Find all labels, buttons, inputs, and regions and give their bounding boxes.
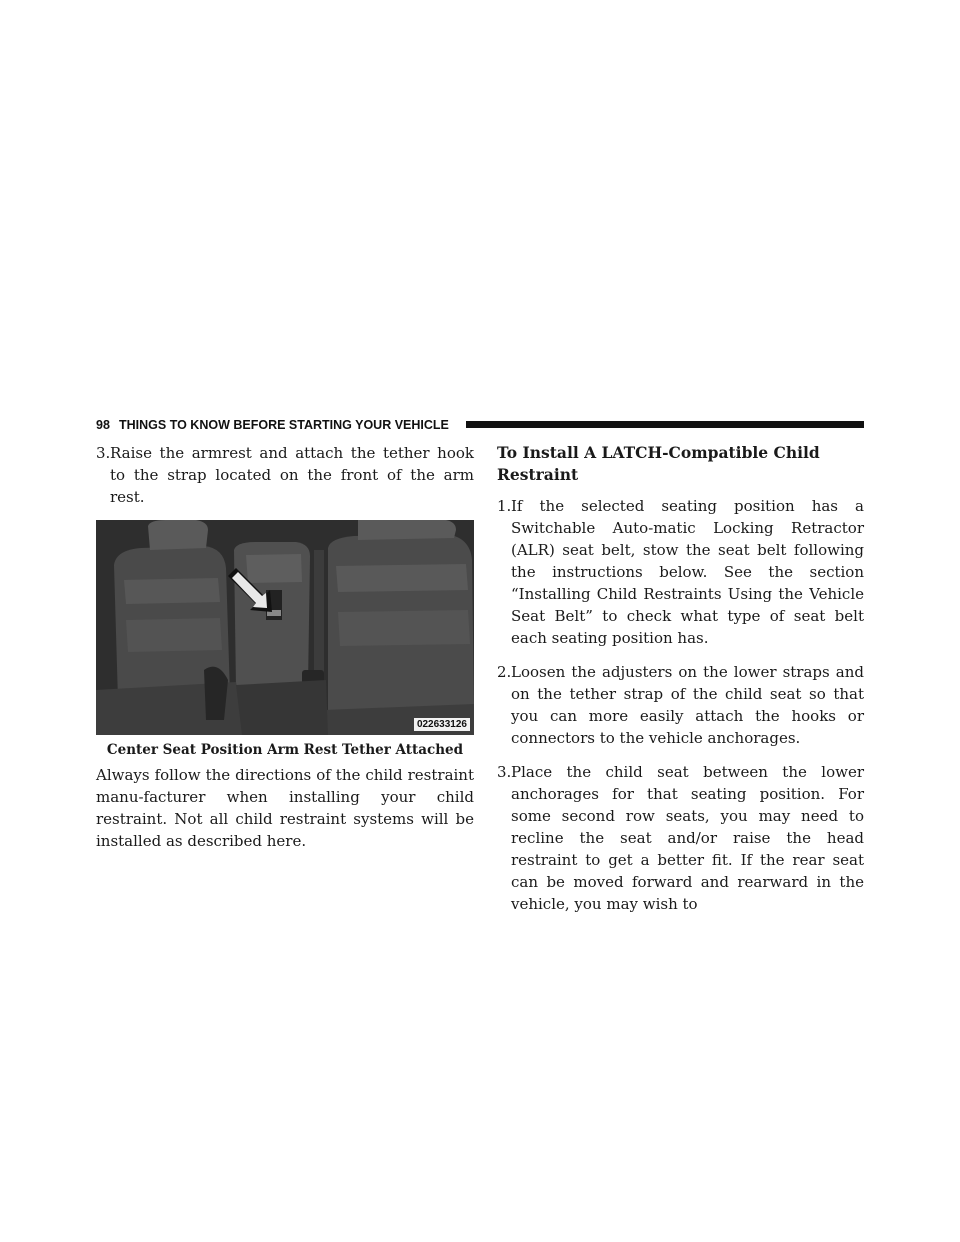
step-text: Loosen the adjusters on the lower straps and on the tether strap of the child seat so that you can more easily attach the hooks or connectors to the vehicle anchorages. bbox=[511, 663, 864, 747]
right-column bbox=[497, 442, 864, 927]
step-number: 3. bbox=[497, 763, 512, 781]
step-number: 2. bbox=[497, 663, 512, 681]
figure-id: 022633126 bbox=[414, 718, 470, 731]
step-text: Raise the armrest and attach the tether hook to the strap located on the front of the arm rest. bbox=[110, 444, 474, 506]
body-paragraph: Always follow the directions of the child restraint manu-facturer when installing your child restraint. Not all child restraint systems will be installed as described here. bbox=[96, 766, 474, 850]
seat-photo bbox=[96, 520, 474, 735]
step-text: Place the child seat between the lower anchorages for that seating position. For some second row seats, you may need to recline the seat and/or raise the head restraint to get a better fit. If the rear seat can be moved forward and rearward in the vehicle, you may wish to bbox=[511, 763, 864, 913]
figure-caption: Center Seat Position Arm Rest Tether Attached bbox=[106, 742, 464, 758]
step-3 bbox=[497, 761, 864, 915]
step-number: 3. bbox=[96, 444, 111, 462]
section-title: THINGS TO KNOW BEFORE STARTING YOUR VEHICLE bbox=[119, 418, 449, 432]
step-text: If the selected seating position has a Switchable Auto-matic Locking Retractor (ALR) seat belt, stow the seat belt following the instructions below. See the section “Installing Child Restraints Using the Vehicle Seat Belt” to check what type of seat belt each seating position has. bbox=[511, 497, 864, 647]
step-number: 1. bbox=[497, 497, 512, 515]
seat-illustration bbox=[96, 520, 474, 735]
section-heading: To Install A LATCH-Compatible Child Restraint bbox=[497, 443, 820, 484]
header-rule bbox=[466, 421, 864, 428]
step-2 bbox=[497, 661, 864, 749]
step-1 bbox=[497, 495, 864, 649]
page-header bbox=[96, 417, 864, 433]
step-3-armrest bbox=[96, 442, 474, 508]
page-number: 98 bbox=[96, 418, 110, 432]
left-column bbox=[96, 442, 474, 852]
